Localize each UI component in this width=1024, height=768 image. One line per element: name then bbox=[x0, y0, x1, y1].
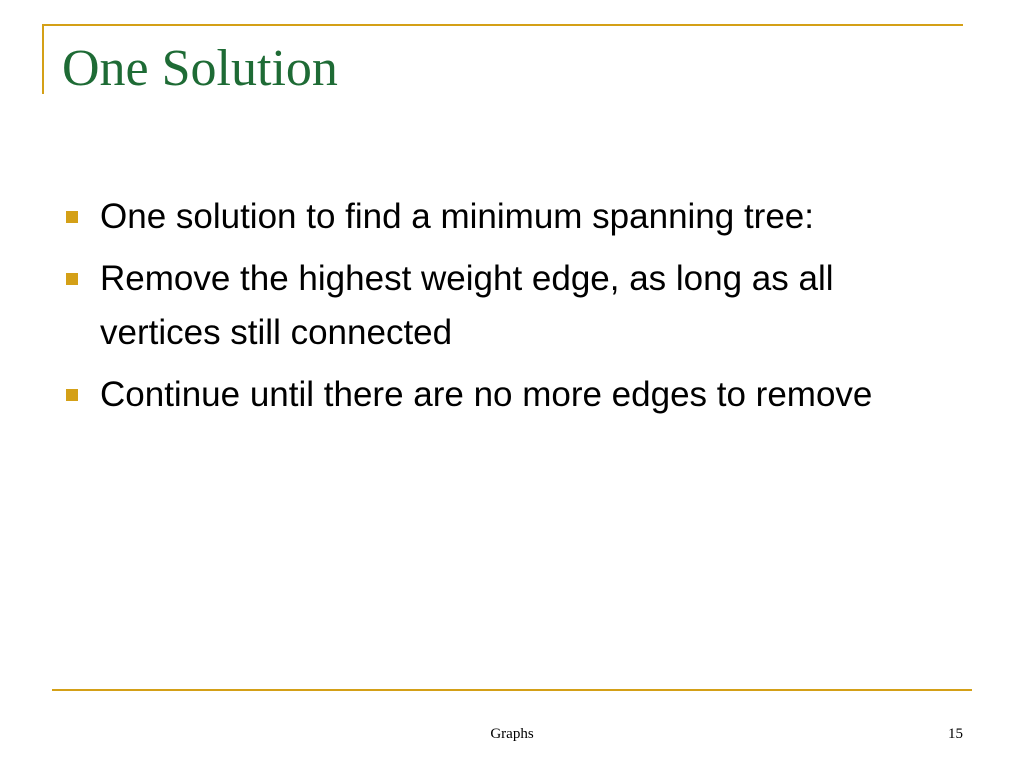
title-frame-top-line bbox=[42, 24, 963, 26]
title-frame-left-line bbox=[42, 24, 44, 94]
bullet-text: Continue until there are no more edges to remove bbox=[100, 375, 873, 414]
slide-title: One Solution bbox=[62, 40, 338, 97]
bullet-list bbox=[62, 190, 962, 430]
bullet-item bbox=[62, 190, 962, 244]
page-number: 15 bbox=[948, 726, 963, 742]
bullet-item bbox=[62, 368, 962, 422]
square-bullet-icon bbox=[66, 389, 78, 401]
bullet-item bbox=[62, 252, 962, 360]
square-bullet-icon bbox=[66, 273, 78, 285]
footer-divider bbox=[52, 689, 972, 691]
footer-label: Graphs bbox=[490, 726, 534, 742]
bullet-text: One solution to find a minimum spanning tree: bbox=[100, 197, 814, 236]
square-bullet-icon bbox=[66, 211, 78, 223]
bullet-text: Remove the highest weight edge, as long as all vertices still connected bbox=[100, 259, 834, 352]
